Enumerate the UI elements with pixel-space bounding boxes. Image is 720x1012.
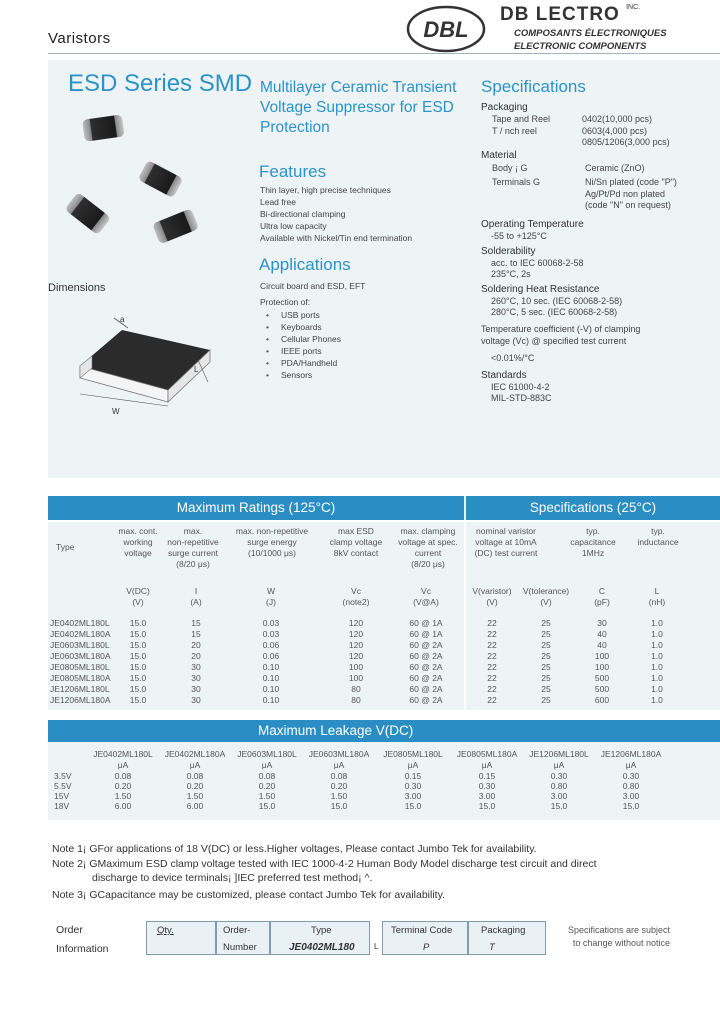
- col-esd-clamp-header: max ESD clamp voltage 8kV contact: [329, 526, 383, 558]
- leakage-value-cell: 0.08: [258, 771, 276, 781]
- ratings-value-cell: 22: [487, 618, 497, 628]
- applications-line: Protection of:: [260, 297, 311, 307]
- ratings-value-cell: 1.0: [651, 651, 663, 661]
- leakage-unit: μA: [553, 760, 565, 770]
- ratings-value-cell: 22: [487, 651, 497, 661]
- features-heading: Features: [259, 162, 327, 181]
- spec-material: Material: [481, 150, 517, 161]
- ratings-value-cell: 60 @ 2A: [409, 662, 443, 672]
- spec-solderability: Solderability acc. to IEC 60068-2-58 235°C, 2s: [481, 246, 584, 279]
- order-packaging-box: Packaging T: [468, 921, 546, 955]
- ratings-value-cell: 30: [191, 673, 201, 683]
- leakage-value-cell: 0.15: [404, 771, 422, 781]
- col-inductance-header: typ. inductance: [637, 526, 679, 547]
- ratings-type-cell: JE0805ML180A: [50, 673, 111, 683]
- spec-packaging-keys: Tape and Reel T / nch reel: [492, 114, 551, 136]
- spec-material-body: Body ¡ G: [492, 163, 528, 173]
- dim-a: a: [120, 315, 125, 324]
- feature-item: Ultra low capacity: [260, 221, 327, 231]
- leakage-value-cell: 6.00: [186, 801, 204, 811]
- leakage-voltage-label: 18V: [54, 801, 70, 811]
- ratings-value-cell: 120: [348, 618, 364, 628]
- ratings-type-cell: JE0603ML180L: [50, 640, 110, 650]
- leakage-value-cell: 3.00: [404, 791, 422, 801]
- component-photo: [60, 112, 240, 272]
- spec-operating-temp: Operating Temperature -55 to +125°C: [481, 219, 584, 241]
- leakage-value-cell: 15.0: [622, 801, 640, 811]
- sym-5: Vc (V@A): [413, 586, 439, 607]
- leakage-type-header: JE0603ML180L: [237, 749, 297, 759]
- features-list: [260, 184, 412, 244]
- col-surge-energy-header: max. non-repetitive surge energy (10/1000 μs): [235, 526, 309, 558]
- ratings-value-cell: 60 @ 2A: [409, 640, 443, 650]
- col-clamping-voltage-header: max. clamping voltage at spec. current (8/20 μs): [398, 526, 458, 569]
- ratings-value-cell: 0.10: [262, 662, 280, 672]
- ratings-value-cell: 25: [541, 695, 551, 705]
- ratings-value-cell: 15.0: [129, 673, 147, 683]
- dim-w: W: [112, 407, 120, 416]
- ratings-value-cell: 22: [487, 673, 497, 683]
- section-title: Varistors: [48, 30, 111, 47]
- ratings-value-cell: 0.10: [262, 673, 280, 683]
- dim-l: L: [194, 365, 199, 374]
- order-label: Order: [56, 924, 83, 936]
- ratings-value-cell: 80: [351, 695, 361, 705]
- ratings-value-cell: 30: [597, 618, 607, 628]
- leakage-value-cell: 0.08: [114, 771, 132, 781]
- ratings-value-cell: 60 @ 2A: [409, 695, 443, 705]
- leakage-value-cell: 15.0: [330, 801, 348, 811]
- leakage-type-header: JE0402ML180A: [164, 749, 226, 759]
- leakage-type-header: JE0603ML180A: [308, 749, 370, 759]
- order-terminal-box: Terminal Code P: [382, 921, 468, 955]
- ratings-type-cell: JE1206ML180L: [50, 684, 110, 694]
- leakage-heading: Maximum Leakage V(DC): [48, 720, 720, 742]
- leakage-value-cell: 0.20: [114, 781, 132, 791]
- ratings-value-cell: 15.0: [129, 662, 147, 672]
- dbl-logo: [404, 4, 494, 54]
- applications-heading: Applications: [259, 255, 351, 274]
- chip-1: [82, 114, 125, 141]
- leakage-value-cell: 0.30: [550, 771, 568, 781]
- col-varistor-voltage-header: nominal varistor voltage at 10mA (DC) test current: [474, 526, 538, 558]
- ratings-value-cell: 22: [487, 640, 497, 650]
- application-item: • Sensors: [266, 369, 341, 381]
- leakage-unit: μA: [117, 760, 129, 770]
- sym-6: V(varistor) (V): [472, 586, 512, 607]
- applications-intro: [260, 280, 365, 308]
- ratings-table: [48, 496, 720, 710]
- ratings-value-cell: 15.0: [129, 640, 147, 650]
- ratings-value-cell: 20: [191, 651, 201, 661]
- product-subtitle: Multilayer Ceramic Transient Voltage Suppressor for ESD Protection: [260, 79, 457, 136]
- note-2-continued: discharge to device terminals¡ ]IEC preferred test method¡ ^.: [92, 872, 373, 884]
- leakage-voltage-label: 3.5V: [54, 771, 72, 781]
- max-ratings-heading: Maximum Ratings (125°C): [48, 496, 464, 520]
- spec-packaging-values: 0402(10,000 pcs) 0603(4,000 pcs) 0805/1206(3,000 pcs): [582, 114, 670, 147]
- sym-7: V(tolerance) (V): [522, 586, 570, 607]
- leakage-value-cell: 0.20: [258, 781, 276, 791]
- feature-item: Lead free: [260, 197, 296, 207]
- ratings-value-cell: 25: [541, 618, 551, 628]
- note-3: Note 3¡ GCapacitance may be customized, please contact Jumbo Tek for availability.: [52, 889, 445, 901]
- sym-9: L (nH): [648, 586, 666, 607]
- ratings-value-cell: 60 @ 2A: [409, 684, 443, 694]
- leakage-value-cell: 0.20: [186, 781, 204, 791]
- ratings-value-cell: 60 @ 2A: [409, 673, 443, 683]
- leakage-unit: μA: [333, 760, 345, 770]
- leakage-value-cell: 3.00: [622, 791, 640, 801]
- ratings-value-cell: 22: [487, 684, 497, 694]
- ratings-value-cell: 0.03: [262, 629, 280, 639]
- ratings-value-cell: 30: [191, 662, 201, 672]
- ratings-value-cell: 1.0: [651, 662, 663, 672]
- leakage-unit: μA: [189, 760, 201, 770]
- ratings-value-cell: 25: [541, 629, 551, 639]
- leakage-value-cell: 15.0: [550, 801, 568, 811]
- ratings-value-cell: 15.0: [129, 684, 147, 694]
- leakage-type-header: JE0805ML180L: [383, 749, 443, 759]
- ratings-value-cell: 600: [594, 695, 610, 705]
- ratings-value-cell: 25: [541, 651, 551, 661]
- applications-list: [266, 309, 341, 381]
- chip-2: [138, 160, 184, 198]
- specifications-heading: Specifications: [481, 77, 586, 96]
- ratings-value-cell: 40: [597, 640, 607, 650]
- leakage-value-cell: 6.00: [114, 801, 132, 811]
- spec-standards: Standards IEC 61000-4-2 MIL-STD-883C: [481, 370, 552, 403]
- ratings-value-cell: 500: [594, 684, 610, 694]
- leakage-value-cell: 1.50: [186, 791, 204, 801]
- note-1: Note 1¡ GFor applications of 18 V(DC) or less.Higher voltages, Please contact Jumbo Tek for availability.: [52, 843, 537, 855]
- leakage-value-cell: 0.20: [330, 781, 348, 791]
- ratings-value-cell: 60 @ 1A: [409, 629, 443, 639]
- col-working-voltage-header: max. cont. working voltage: [118, 526, 158, 558]
- application-item: • IEEE ports: [266, 345, 341, 357]
- information-label: Information: [56, 943, 109, 955]
- leakage-type-header: JE1206ML180L: [529, 749, 589, 759]
- ratings-value-cell: 100: [348, 662, 364, 672]
- application-item: • USB ports: [266, 309, 341, 321]
- brand-name: DB LECTRO $^{INC.}$: [500, 4, 641, 25]
- ratings-type-cell: JE0603ML180A: [50, 651, 111, 661]
- ratings-value-cell: 25: [541, 684, 551, 694]
- header-divider: [48, 53, 720, 54]
- feature-item: Thin layer, high precise techniques: [260, 185, 391, 195]
- ratings-value-cell: 1.0: [651, 695, 663, 705]
- ratings-type-cell: JE0805ML180L: [50, 662, 110, 672]
- application-item: • Keyboards: [266, 321, 341, 333]
- leakage-type-header: JE0402ML180L: [93, 749, 153, 759]
- sym-3: W (J): [266, 586, 276, 607]
- leakage-value-cell: 1.50: [330, 791, 348, 801]
- ratings-value-cell: 120: [348, 629, 364, 639]
- ratings-value-cell: 120: [348, 651, 364, 661]
- leakage-value-cell: 0.08: [330, 771, 348, 781]
- col-surge-current-header: max. non-repetitive surge current (8/20 μs): [167, 526, 219, 569]
- leakage-value-cell: 0.30: [404, 781, 422, 791]
- chip-3: [64, 192, 111, 235]
- leakage-value-cell: 0.30: [478, 781, 496, 791]
- ratings-value-cell: 22: [487, 662, 497, 672]
- ratings-value-cell: 15.0: [129, 695, 147, 705]
- chip-4: [152, 208, 199, 244]
- ratings-value-cell: 1.0: [651, 684, 663, 694]
- spec-material-body-value: Ceramic (ZnO): [585, 163, 645, 173]
- ratings-value-cell: 22: [487, 629, 497, 639]
- ratings-value-cell: 15.0: [129, 618, 147, 628]
- ratings-value-cell: 0.06: [262, 640, 280, 650]
- order-type-value: JE0402ML180: [289, 942, 355, 953]
- ratings-value-cell: 100: [348, 673, 364, 683]
- order-type-box: Type JE0402ML180: [270, 921, 370, 955]
- ratings-value-cell: 0.03: [262, 618, 280, 628]
- sym-1: V(DC) (V): [126, 586, 150, 607]
- ratings-type-cell: JE0402ML180A: [50, 629, 111, 639]
- order-number-box: Order- Number: [216, 921, 270, 955]
- feature-item: Bi-directional clamping: [260, 209, 346, 219]
- ratings-value-cell: 120: [348, 640, 364, 650]
- spec-heat-resistance: Soldering Heat Resistance 260°C, 10 sec. (IEC 60068-2-58) 280°C, 5 sec. (IEC 60068-2-58): [481, 284, 623, 317]
- leakage-value-cell: 1.50: [258, 791, 276, 801]
- leakage-unit: μA: [261, 760, 273, 770]
- leakage-voltage-label: 15V: [54, 791, 70, 801]
- ratings-value-cell: 22: [487, 695, 497, 705]
- col-capacitance-header: typ. capacitance 1MHz: [570, 526, 616, 558]
- spec-material-terminals: Terminals G: [492, 177, 541, 187]
- order-type-suffix: L: [374, 942, 379, 951]
- ratings-value-cell: 1.0: [651, 629, 663, 639]
- leakage-voltage-label: 5.5V: [54, 781, 72, 791]
- leakage-unit: μA: [407, 760, 419, 770]
- spec-packaging: Packaging: [481, 102, 528, 113]
- sym-2: I (A): [190, 586, 202, 607]
- ratings-value-cell: 100: [594, 662, 610, 672]
- dimensions-label: Dimensions: [48, 282, 106, 294]
- leakage-value-cell: 3.00: [478, 791, 496, 801]
- leakage-type-header: JE1206ML180A: [600, 749, 662, 759]
- ratings-value-cell: 25: [541, 662, 551, 672]
- feature-item: Available with Nickel/Tin end termination: [260, 233, 413, 243]
- leakage-value-cell: 3.00: [550, 791, 568, 801]
- leakage-value-cell: 0.15: [478, 771, 496, 781]
- ratings-value-cell: 60 @ 2A: [409, 651, 443, 661]
- note-2: Note 2¡ GMaximum ESD clamp voltage tested with IEC 1000-4-2 Human Body Model discharge test circuit and direct: [52, 858, 597, 870]
- ratings-type-cell: JE1206ML180A: [50, 695, 111, 705]
- leakage-table: [48, 720, 720, 820]
- dimensions-diagram: [74, 298, 224, 418]
- tagline-fr: COMPOSANTS ÉLECTRONIQUES: [514, 28, 667, 39]
- spec-material-terminal-values: Ni/Sn plated (code "P") Ag/Pt/Pd non plated (code "N" on request): [585, 177, 677, 210]
- ratings-value-cell: 1.0: [651, 673, 663, 683]
- leakage-unit: μA: [481, 760, 493, 770]
- ratings-type-cell: JE0402ML180L: [50, 618, 110, 628]
- leakage-value-cell: 15.0: [404, 801, 422, 811]
- application-item: • Cellular Phones: [266, 333, 341, 345]
- ratings-value-cell: 15.0: [129, 629, 147, 639]
- ratings-value-cell: 40: [597, 629, 607, 639]
- spec-temp-coefficient: Temperature coefficient (-V) of clamping voltage (Vc) @ specified test current <0.01%/°C: [481, 324, 641, 363]
- ratings-value-cell: 500: [594, 673, 610, 683]
- sym-4: Vc (note2): [342, 586, 370, 607]
- ratings-value-cell: 1.0: [651, 618, 663, 628]
- application-item: • PDA/Handheld: [266, 357, 341, 369]
- col-type-header: Type: [56, 542, 75, 552]
- leakage-value-cell: 15.0: [258, 801, 276, 811]
- leakage-value-cell: 0.80: [622, 781, 640, 791]
- logo-text: DBL: [423, 17, 469, 42]
- leakage-value-cell: 1.50: [114, 791, 132, 801]
- ratings-value-cell: 30: [191, 684, 201, 694]
- ratings-value-cell: 30: [191, 695, 201, 705]
- ratings-value-cell: 15: [191, 618, 201, 628]
- order-qty-box: Qty.: [146, 921, 216, 955]
- ratings-value-cell: 0.10: [262, 684, 280, 694]
- ratings-value-cell: 25: [541, 640, 551, 650]
- tagline-en: ELECTRONIC COMPONENTS: [514, 41, 647, 52]
- ratings-value-cell: 0.10: [262, 695, 280, 705]
- ratings-value-cell: 15.0: [129, 651, 147, 661]
- specs-25c-heading: Specifications (25°C): [466, 496, 720, 520]
- ratings-value-cell: 20: [191, 640, 201, 650]
- ratings-value-cell: 1.0: [651, 640, 663, 650]
- leakage-unit: μA: [625, 760, 637, 770]
- ratings-value-cell: 100: [594, 651, 610, 661]
- ratings-value-cell: 80: [351, 684, 361, 694]
- ratings-value-cell: 0.06: [262, 651, 280, 661]
- ratings-value-cell: 15: [191, 629, 201, 639]
- ratings-value-cell: 60 @ 1A: [409, 618, 443, 628]
- leakage-value-cell: 0.80: [550, 781, 568, 791]
- applications-line: Circuit board and ESD, EFT: [260, 281, 366, 291]
- product-title: ESD Series SMD: [68, 70, 253, 97]
- disclaimer: Specifications are subject to change without notice: [567, 925, 670, 948]
- leakage-value-cell: 0.30: [622, 771, 640, 781]
- sym-8: C (pF): [594, 586, 610, 607]
- leakage-type-header: JE0805ML180A: [456, 749, 518, 759]
- leakage-value-cell: 0.08: [186, 771, 204, 781]
- leakage-value-cell: 15.0: [478, 801, 496, 811]
- ratings-value-cell: 25: [541, 673, 551, 683]
